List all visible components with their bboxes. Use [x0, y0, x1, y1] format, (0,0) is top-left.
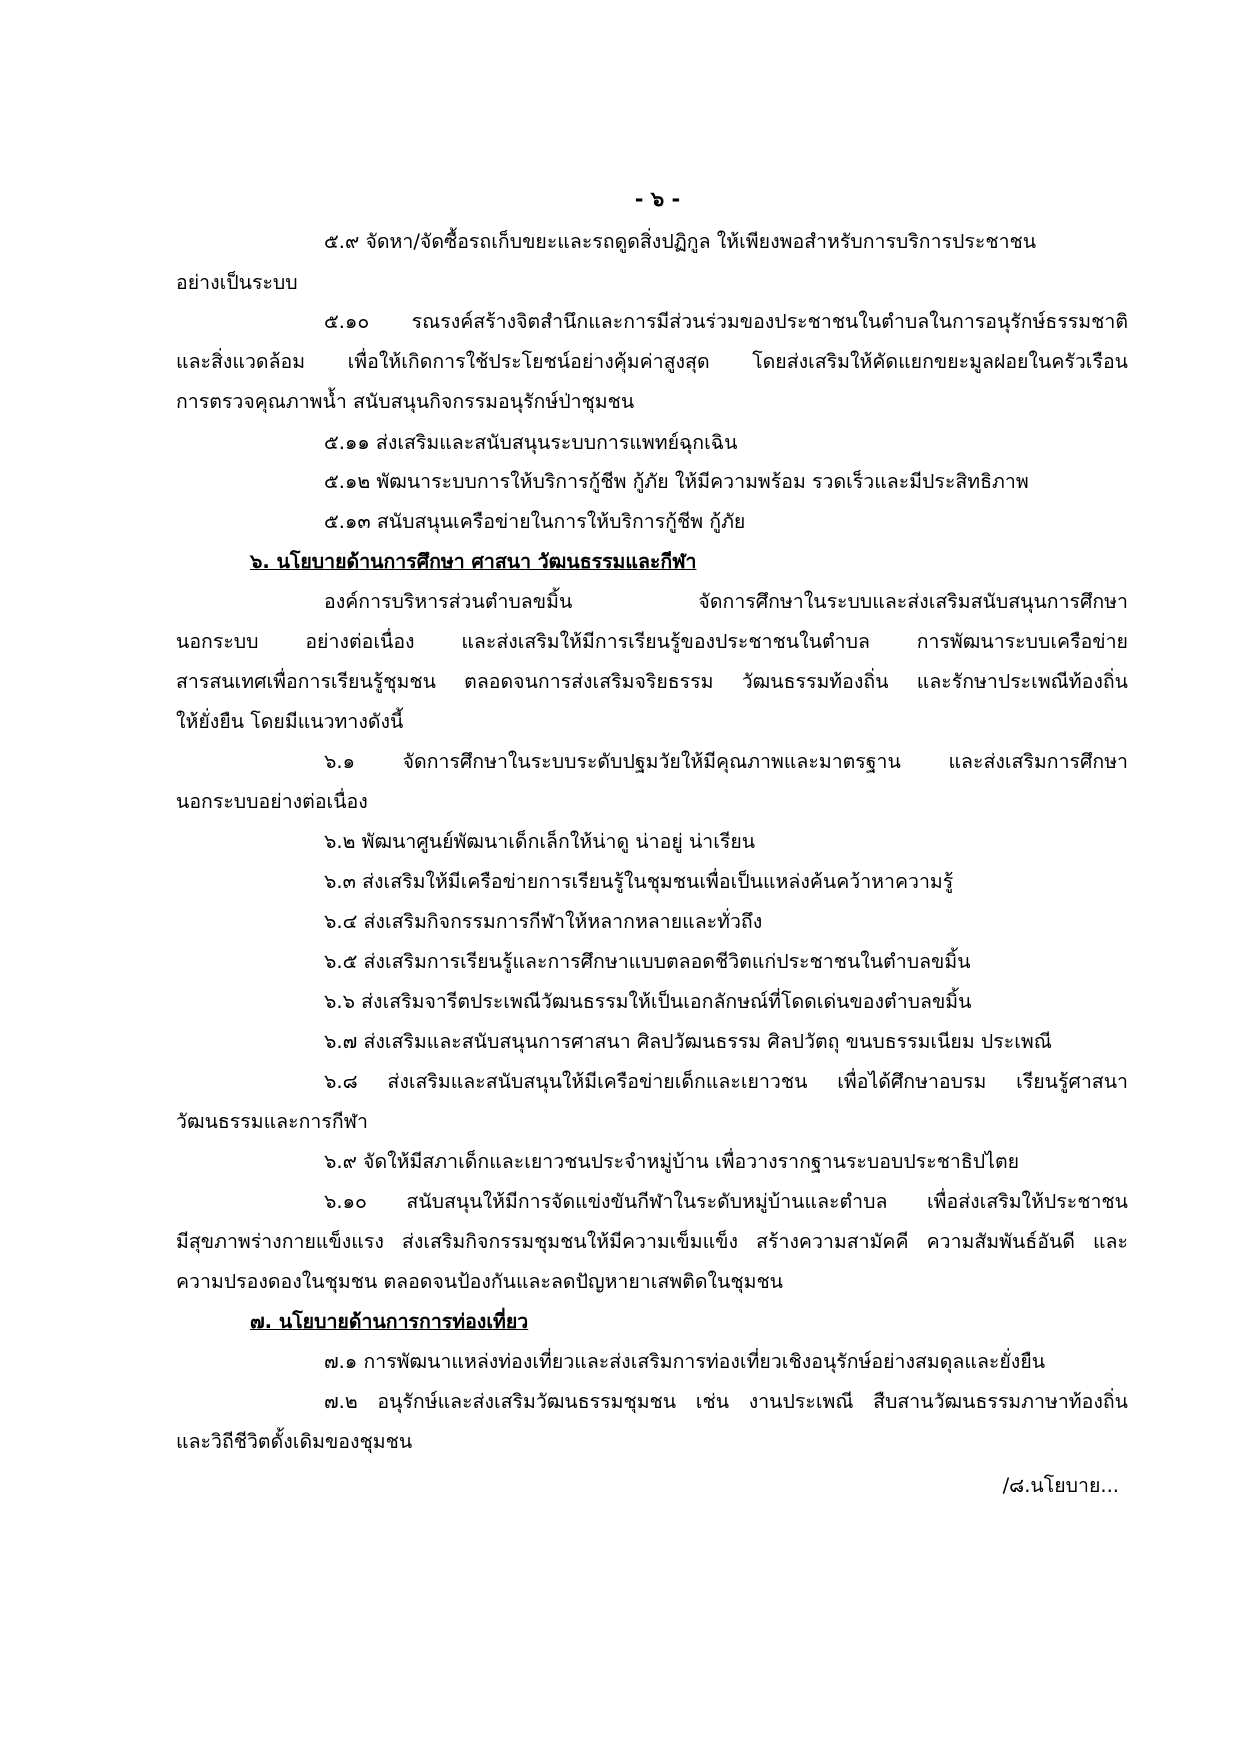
list-item-6-4: ๖.๔ ส่งเสริมกิจกรรมการกีฬาให้หลากหลายและทั่วถึง [324, 910, 763, 933]
list-item-6-10-cont-2: ความปรองดองในชุมชน ตลอดจนป้องกันและลดปัญหายาเสพติดในชุมชน [176, 1270, 784, 1293]
list-item-6-1-cont: นอกระบบอย่างต่อเนื่อง [176, 790, 368, 813]
list-item-5-9-cont: อย่างเป็นระบบ [176, 271, 298, 294]
continuation-note: /๘.นโยบาย... [1002, 1474, 1119, 1497]
list-item-5-10-cont-2: การตรวจคุณภาพน้ำ สนับสนุนกิจกรรมอนุรักษ์ป่าชุมชน [176, 390, 635, 413]
list-item-5-10: ๕.๑๐ รณรงค์สร้างจิตสำนึกและการมีส่วนร่วมของประชาชนในตำบลในการอนุรักษ์ธรรมชาติ [324, 310, 1128, 333]
list-item-6-6: ๖.๖ ส่งเสริมจารีตประเพณีวัฒนธรรมให้เป็นเอกลักษณ์ที่โดดเด่นของตำบลขมิ้น [324, 990, 972, 1013]
list-item-6-3: ๖.๓ ส่งเสริมให้มีเครือข่ายการเรียนรู้ในชุมชนเพื่อเป็นแหล่งค้นคว้าหาความรู้ [324, 870, 954, 893]
list-item-6-2: ๖.๒ พัฒนาศูนย์พัฒนาเด็กเล็กให้น่าดู น่าอยู่ น่าเรียน [324, 830, 756, 853]
paragraph-6-intro-cont-3: ให้ยั่งยืน โดยมีแนวทางดังนี้ [176, 710, 404, 733]
section-heading-7: ๗. นโยบายด้านการการท่องเที่ยว [250, 1310, 529, 1333]
list-item-6-8: ๖.๘ ส่งเสริมและสนับสนุนให้มีเครือข่ายเด็กและเยาวชน เพื่อได้ศึกษาอบรม เรียนรู้ศาสนา [324, 1070, 1128, 1093]
paragraph-6-intro-cont-1: นอกระบบ อย่างต่อเนื่อง และส่งเสริมให้มีการเรียนรู้ของประชาชนในตำบล การพัฒนาระบบเครือข่าย [176, 630, 1128, 653]
list-item-6-9: ๖.๙ จัดให้มีสภาเด็กและเยาวชนประจำหมู่บ้าน เพื่อวางรากฐานระบอบประชาธิปไตย [324, 1150, 1020, 1173]
list-item-6-5: ๖.๕ ส่งเสริมการเรียนรู้และการศึกษาแบบตลอดชีวิตแก่ประชาชนในตำบลขมิ้น [324, 950, 971, 973]
list-item-6-1: ๖.๑ จัดการศึกษาในระบบระดับปฐมวัยให้มีคุณภาพและมาตรฐาน และส่งเสริมการศึกษา [324, 750, 1128, 773]
list-item-6-10: ๖.๑๐ สนับสนุนให้มีการจัดแข่งขันกีฬาในระดับหมู่บ้านและตำบล เพื่อส่งเสริมให้ประชาชน [324, 1190, 1128, 1213]
list-item-6-8-cont: วัฒนธรรมและการกีฬา [176, 1110, 368, 1133]
list-item-7-2-cont: และวิถีชีวิตดั้งเดิมของชุมชน [176, 1430, 413, 1453]
list-item-5-10-cont-1: และสิ่งแวดล้อม เพื่อให้เกิดการใช้ประโยชน์อย่างคุ้มค่าสูงสุด โดยส่งเสริมให้คัดแยกขยะมูลฝอยในครัวเรือน [176, 350, 1128, 373]
list-item-6-10-cont-1: มีสุขภาพร่างกายแข็งแรง ส่งเสริมกิจกรรมชุมชนให้มีความเข็มแข็ง สร้างความสามัคคี ความสัมพันธ์อันดี และ [176, 1230, 1128, 1253]
list-item-5-9: ๕.๙ จัดหา/จัดซื้อรถเก็บขยะและรถดูดสิ่งปฏิกูล ให้เพียงพอสำหรับการบริการประชาชน [324, 230, 1037, 253]
section-heading-6: ๖. นโยบายด้านการศึกษา ศาสนา วัฒนธรรมและกีฬา [250, 550, 697, 573]
list-item-5-11: ๕.๑๑ ส่งเสริมและสนับสนุนระบบการแพทย์ฉุกเฉิน [324, 431, 738, 454]
paragraph-6-intro-cont-2: สารสนเทศเพื่อการเรียนรู้ชุมชน ตลอดจนการส่งเสริมจริยธรรม วัฒนธรรมท้องถิ่น และรักษาประเพณีท้องถิ่น [176, 670, 1128, 693]
paragraph-6-intro: องค์การบริหารส่วนตำบลขมิ้น จัดการศึกษาในระบบและส่งเสริมสนับสนุนการศึกษา [324, 590, 1128, 613]
page-number: - ๖ - [634, 187, 681, 211]
list-item-5-12: ๕.๑๒ พัฒนาระบบการให้บริการกู้ชีพ กู้ภัย ให้มีความพร้อม รวดเร็วและมีประสิทธิภาพ [324, 470, 1029, 493]
list-item-7-2: ๗.๒ อนุรักษ์และส่งเสริมวัฒนธรรมชุมชน เช่น งานประเพณี สืบสานวัฒนธรรมภาษาท้องถิ่น [324, 1390, 1128, 1413]
list-item-7-1: ๗.๑ การพัฒนาแหล่งท่องเที่ยวและส่งเสริมการท่องเที่ยวเชิงอนุรักษ์อย่างสมดุลและยั่งยืน [324, 1350, 1046, 1373]
list-item-6-7: ๖.๗ ส่งเสริมและสนับสนุนการศาสนา ศิลปวัฒนธรรม ศิลปวัตถุ ขนบธรรมเนียม ประเพณี [324, 1030, 1052, 1053]
list-item-5-13: ๕.๑๓ สนับสนุนเครือข่ายในการให้บริการกู้ชีพ กู้ภัย [324, 510, 746, 533]
